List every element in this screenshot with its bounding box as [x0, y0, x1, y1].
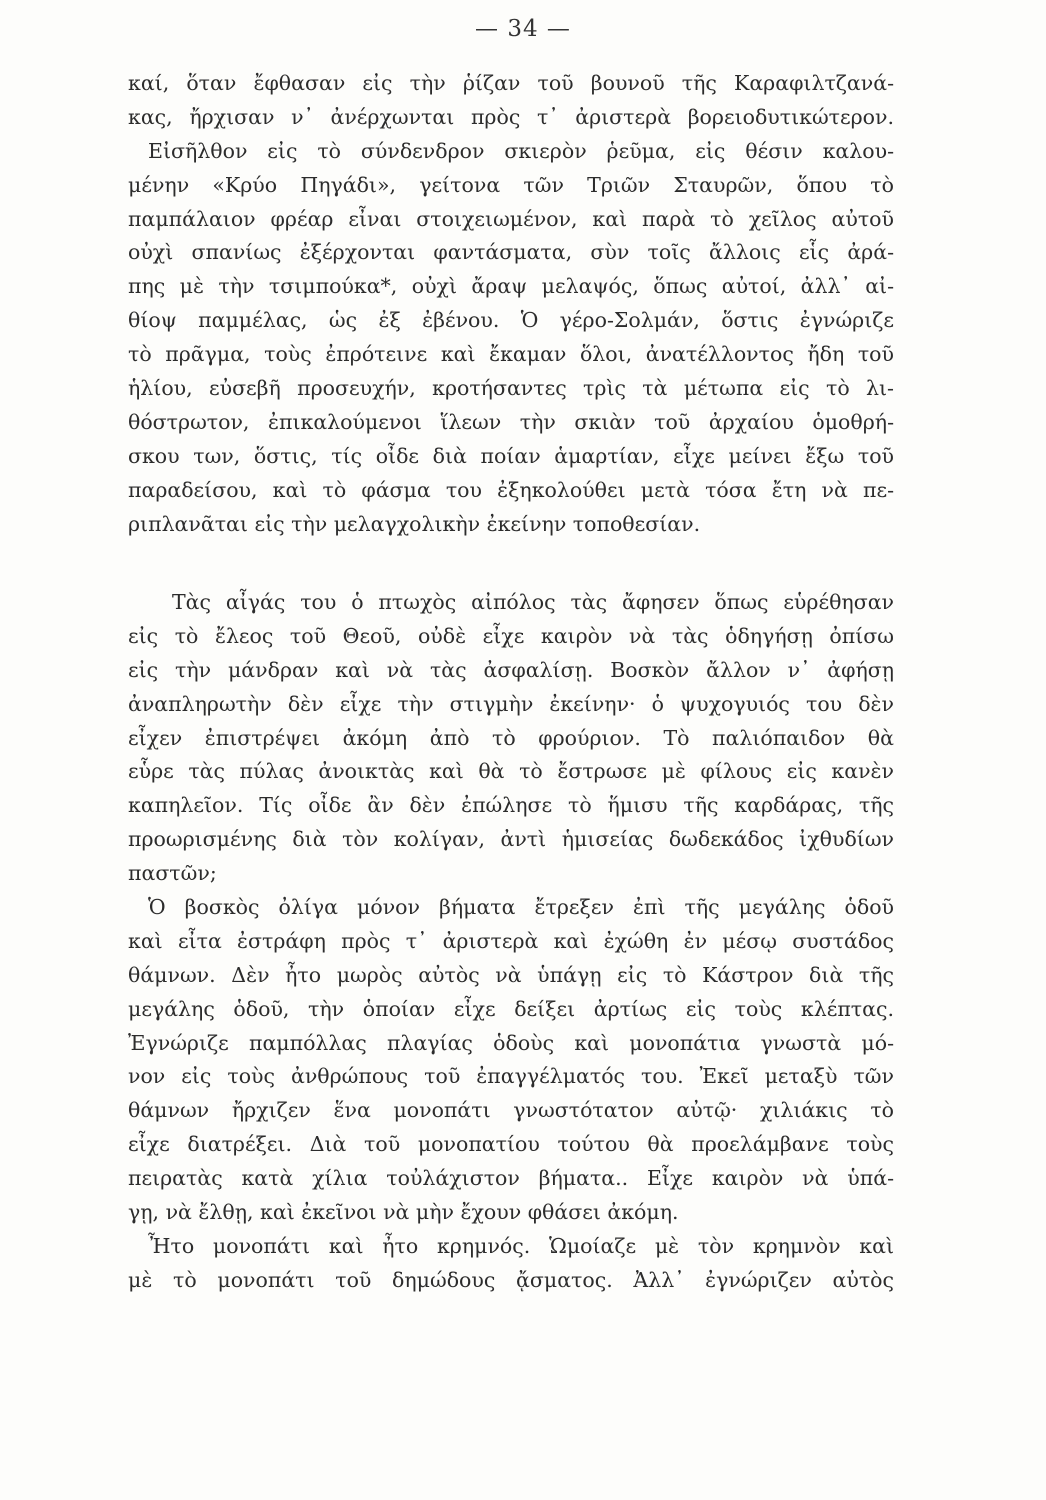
text-line: καπηλεῖον. Τίς οἶδε ἂν δὲν ἐπώλησε τὸ ἥμισυ τῆς καρδάρας, τῆς [128, 793, 894, 818]
text-line: ἡλίου, εὐσεβῆ προσευχήν, κροτήσαντες τρὶς τὰ μέτωπα εἰς τὸ λι- [128, 376, 894, 401]
text-line: οὐχὶ σπανίως ἐξέρχονται φαντάσματα, σὺν τοῖς ἄλλοις εἷς ἀρά- [128, 240, 894, 265]
text-line: Ὁ βοσκὸς ὀλίγα μόνον βήματα ἔτρεξεν ἐπὶ τῆς μεγάλης ὁδοῦ [148, 895, 894, 920]
text-line: μένην «Κρύο Πηγάδι», γείτονα τῶν Τριῶν Σταυρῶν, ὅπου τὸ [128, 172, 894, 197]
text-line: ριπλανᾶται εἰς τὴν μελαγχολικὴν ἐκείνην τοποθεσίαν. [128, 511, 701, 536]
text-line: παραδείσου, καὶ τὸ φάσμα του ἐξηκολούθει μετὰ τόσα ἔτη νὰ πε- [128, 477, 894, 502]
paragraph [128, 586, 894, 891]
text-line: θόστρωτον, ἐπικαλούμενοι ἵλεων τὴν σκιὰν τοῦ ἀρχαίου ὁμοθρή- [128, 409, 894, 434]
text-line: ἀναπληρωτὴν δὲν εἶχε τὴν στιγμὴν ἐκείνην· ὁ ψυχογυιός του δὲν [128, 691, 894, 716]
text-line: Τὰς αἶγάς του ὁ πτωχὸς αἰπόλος τὰς ἄφησεν ὅπως εὑρέθησαν [172, 590, 894, 614]
paragraph [128, 1230, 894, 1298]
text-line: εἶχε διατρέξει. Διὰ τοῦ μονοπατίου τούτου θὰ προελάμβανε τοὺς [128, 1132, 894, 1157]
page-number: — 34 — [475, 16, 571, 42]
text-line: θίοψ παμμέλας, ὡς ἐξ ἐβένου. Ὁ γέρο-Σολμάν, ὅστις ἐγνώριζε [128, 308, 894, 333]
text-line: πειρατὰς κατὰ χίλια τοὐλάχιστον βήματα.. Εἶχε καιρὸν νὰ ὑπά- [128, 1166, 894, 1191]
text-line: Ἐγνώριζε παμπόλλας πλαγίας ὁδοὺς καὶ μονοπάτια γνωστὰ μό- [128, 1030, 894, 1055]
paragraph [128, 67, 894, 135]
text-line: νον εἰς τοὺς ἀνθρώπους τοῦ ἐπαγγέλματός του. Ἐκεῖ μεταξὺ τῶν [128, 1064, 894, 1089]
text-line: καὶ εἶτα ἐστράφη πρὸς τ᾽ ἀριστερὰ καὶ ἐχώθη ἐν μέσῳ συστάδος [128, 928, 894, 953]
text-line: εἰς τὸ ἔλεος τοῦ Θεοῦ, οὐδὲ εἶχε καιρὸν νὰ τὰς ὁδηγήσῃ ὀπίσω [128, 623, 894, 648]
text-line: θάμνων. Δὲν ἦτο μωρὸς αὐτὸς νὰ ὑπάγῃ εἰς τὸ Κάστρον διὰ τῆς [128, 962, 894, 987]
text-block-bottom [128, 586, 894, 1298]
text-line: θάμνων ἤρχιζεν ἕνα μονοπάτι γνωστότατον αὐτῷ· χιλιάκις τὸ [128, 1098, 894, 1123]
text-block-top [128, 67, 894, 541]
text-line: Εἰσῆλθον εἰς τὸ σύνδενδρον σκιερὸν ῥεῦμα, εἰς θέσιν καλου- [148, 138, 894, 163]
text-line: σκου των, ὅστις, τίς οἶδε διὰ ποίαν ἁμαρτίαν, εἶχε μείνει ἔξω τοῦ [128, 443, 894, 468]
text-line: πης μὲ τὴν τσιμπούκα*, οὐχὶ ἄραψ μελαψός, ὅπως αὐτοί, ἀλλ᾽ αἰ- [128, 274, 894, 299]
text-line: μεγάλης ὁδοῦ, τὴν ὁποίαν εἶχε δείξει ἀρτίως εἰς τοὺς κλέπτας. [128, 996, 894, 1021]
paragraph [128, 135, 894, 542]
text-line: προωρισμένης διὰ τὸν κολίγαν, ἀντὶ ἡμισείας δωδεκάδος ἰχθυδίων [128, 827, 894, 852]
text-line: μὲ τὸ μονοπάτι τοῦ δημώδους ᾄσματος. Ἀλλ᾽ ἐγνώριζεν αὐτὸς [128, 1267, 894, 1292]
paragraph [128, 891, 894, 1230]
text-line: κας, ἤρχισαν ν᾽ ἀνέρχωνται πρὸς τ᾽ ἀριστερὰ βορειοδυτικώτερον. [128, 104, 894, 129]
text-line: παστῶν; [128, 861, 217, 886]
text-line: γῃ, νὰ ἔλθῃ, καὶ ἐκεῖνοι νὰ μὴν ἔχουν φθάσει ἀκόμη. [128, 1200, 679, 1225]
text-line: εἶχεν ἐπιστρέψει ἀκόμη ἀπὸ τὸ φρούριον. Τὸ παλιόπαιδον θὰ [128, 725, 894, 750]
text-line: εἰς τὴν μάνδραν καὶ νὰ τὰς ἀσφαλίσῃ. Βοσκὸν ἄλλον ν᾽ ἀφήσῃ [128, 657, 894, 682]
text-line: τὸ πρᾶγμα, τοὺς ἐπρότεινε καὶ ἔκαμαν ὅλοι, ἀνατέλλοντος ἤδη τοῦ [128, 342, 894, 367]
text-line: καί, ὅταν ἔφθασαν εἰς τὴν ῥίζαν τοῦ βουνοῦ τῆς Καραφιλτζανά- [128, 71, 894, 95]
text-line: εὗρε τὰς πύλας ἀνοικτὰς καὶ θὰ τὸ ἔστρωσε μὲ φίλους εἰς κανὲν [128, 759, 894, 784]
text-line: Ἦτο μονοπάτι καὶ ἦτο κρημνός. Ὡμοίαζε μὲ τὸν κρημνὸν καὶ [148, 1233, 894, 1258]
text-line: παμπάλαιον φρέαρ εἶναι στοιχειωμένον, καὶ παρὰ τὸ χεῖλος αὐτοῦ [128, 206, 894, 231]
